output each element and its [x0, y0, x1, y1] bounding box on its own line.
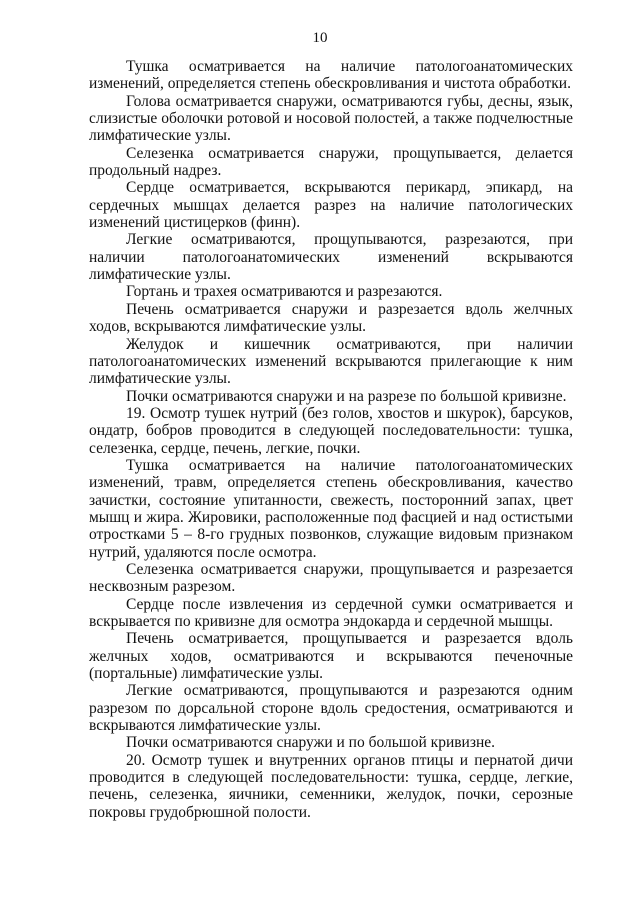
paragraph: Селезенка осматривается снаружи, прощупывается, делается продольный надрез. — [89, 144, 573, 180]
paragraph: Почки осматриваются снаружи и по большой кривизне. — [126, 734, 496, 752]
document-body — [89, 58, 573, 821]
paragraph: Сердце после извлечения из сердечной сумки осматривается и вскрывается по кривизне для осмотра эндокарда и сердечной мышцы. — [89, 595, 573, 630]
paragraph: Печень осматривается, прощупывается и разрезается вдоль желчных ходов, осматриваются и вскрываются печеночные (портальные) лимфатические узлы. — [89, 630, 573, 683]
paragraph: Желудок и кишечник осматриваются, при наличии патологоанатомических изменений вскрываются прилегающие к ним лимфатические узлы. — [89, 335, 573, 388]
paragraph: Легкие осматриваются, прощупываются, разрезаются, при наличии патологоанатомических изменений вскрываются лимфатические узлы. — [89, 231, 573, 284]
paragraph: 19. Осмотр тушек нутрий (без голов, хвостов и шкурок), барсуков, ондатр, бобров проводится в следующей последовательности: тушка, селезенка, сердце, печень, легкие, почки. — [89, 404, 573, 457]
paragraph: Легкие осматриваются, прощупываются и разрезаются одним разрезом по дорсальной стороне вдоль средостения, осматриваются и вскрываются лимфатические узлы. — [89, 682, 573, 735]
paragraph: 20. Осмотр тушек и внутренних органов птицы и пернатой дичи проводится в следующей последовательности: тушка, сердце, легкие, печень, селезенка, яичники, семенники, желудок, почки, серозные покровы грудобрюшной полости. — [89, 751, 573, 821]
paragraph: Тушка осматривается на наличие патологоанатомических изменений, травм, определяется степень обескровливания, качество зачистки, состояние упитанности, свежесть, посторонний запах, цвет мышц и жира. Жировики, расположенные под фасцией и над остистыми отростками 5 – 8-го грудных позвонков, служащие видовым признаком нутрий, удаляются после осмотра. — [89, 456, 573, 561]
paragraph: Сердце осматривается, вскрываются перикард, эпикард, на сердечных мышцах делается разрез на наличие патологических изменений цистицерков (финн). — [89, 179, 573, 232]
paragraph: Гортань и трахея осматриваются и разрезаются. — [126, 283, 443, 301]
paragraph: Печень осматривается снаружи и разрезается вдоль желчных ходов, вскрываются лимфатические узлы. — [89, 300, 573, 336]
paragraph: Селезенка осматривается снаружи, прощупывается и разрезается несквозным разрезом. — [89, 560, 573, 596]
paragraph: Тушка осматривается на наличие патологоанатомических изменений, определяется степень обескровливания и чистота обработки. — [89, 58, 573, 93]
page-number: 10 — [312, 30, 328, 46]
paragraph: Голова осматривается снаружи, осматриваются губы, десны, язык, слизистые оболочки ротовой и носовой полостей, а также подчелюстные лимфатические узлы. — [89, 92, 573, 145]
paragraph: Почки осматриваются снаружи и на разрезе по большой кривизне. — [126, 387, 567, 405]
